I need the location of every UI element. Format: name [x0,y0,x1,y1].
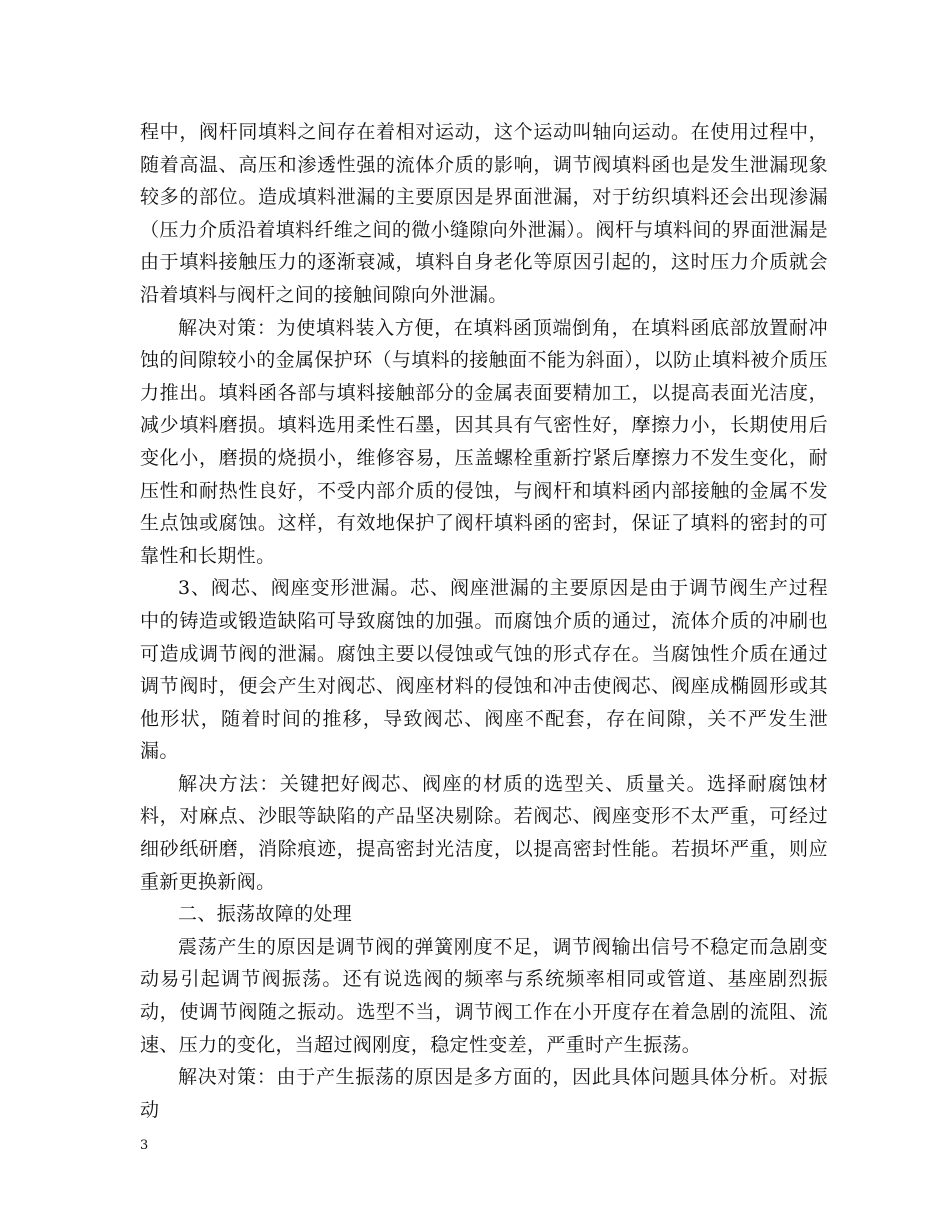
paragraph-valve-core-seat-solution: 解决方法：关键把好阀芯、阀座的材质的选型关、质量关。选择耐腐蚀材料，对麻点、沙眼等缺陷的产品坚决剔除。若阀芯、阀座变形不太严重，可经过细砂纸研磨，消除痕迹，提高密封光洁度，以提高密封性能。若损坏严重，则应重新更换新阀。 [140,772,828,893]
paragraph-packing-solution: 解决对策：为使填料装入方便，在填料函顶端倒角，在填料函底部放置耐冲蚀的间隙较小的金属保护环（与填料的接触面不能为斜面），以防止填料被介质压力推出。填料函各部与填料接触部分的金属表面要精加工，以提高表面光洁度，减少填料磨损。填料选用柔性石墨，因其具有气密性好，摩擦力小，长期使用后变化小，磨损的烧损小，维修容易，压盖螺栓重新拧紧后摩擦力不发生变化，耐压性和耐热性良好，不受内部介质的侵蚀，与阀杆和填料函内部接触的金属不发生点蚀或腐蚀。这样，有效地保护了阀杆填料函的密封，保证了填料的密封的可靠性和长期性。 [140,316,828,567]
page-number: 3 [140,1138,149,1153]
paragraph-oscillation-cause: 震荡产生的原因是调节阀的弹簧刚度不足，调节阀输出信号不稳定而急剧变动易引起调节阀振荡。还有说选阀的频率与系统频率相同或管道、基座剧烈振动，使调节阀随之振动。选型不当，调节阀工作在小开度存在着急剧的流阻、流速、压力的变化，当超过阀刚度，稳定性变差，严重时产生振荡。 [140,935,828,1056]
paragraph-packing-leak-cause: 程中，阀杆同填料之间存在着相对运动，这个运动叫轴向运动。在使用过程中，随着高温、高压和渗透性强的流体介质的影响，调节阀填料函也是发生泄漏现象较多的部位。造成填料泄漏的主要原因是界面泄漏，对于纺织填料还会出现渗漏（压力介质沿着填料纤维之间的微小缝隙向外泄漏）。阀杆与填料间的界面泄漏是由于填料接触压力的逐渐衰减，填料自身老化等原因引起的，这时压力介质就会沿着填料与阀杆之间的接触间隙向外泄漏。 [140,121,828,306]
paragraph-valve-core-seat-leak: 3、阀芯、阀座变形泄漏。芯、阀座泄漏的主要原因是由于调节阀生产过程中的铸造或锻造缺陷可导致腐蚀的加强。而腐蚀介质的通过，流体介质的冲刷也可造成调节阀的泄漏。腐蚀主要以侵蚀或气蚀的形式存在。当腐蚀性介质在通过调节阀时，便会产生对阀芯、阀座材料的侵蚀和冲击使阀芯、阀座成椭圆形或其他形状，随着时间的推移，导致阀芯、阀座不配套，存在间隙，关不严发生泄漏。 [140,577,828,763]
section-heading-oscillation: 二、振荡故障的处理 [178,903,353,926]
paragraph-oscillation-solution: 解决对策：由于产生振荡的原因是多方面的，因此具体问题具体分析。对振动 [140,1066,828,1121]
document-body [140,116,828,1126]
